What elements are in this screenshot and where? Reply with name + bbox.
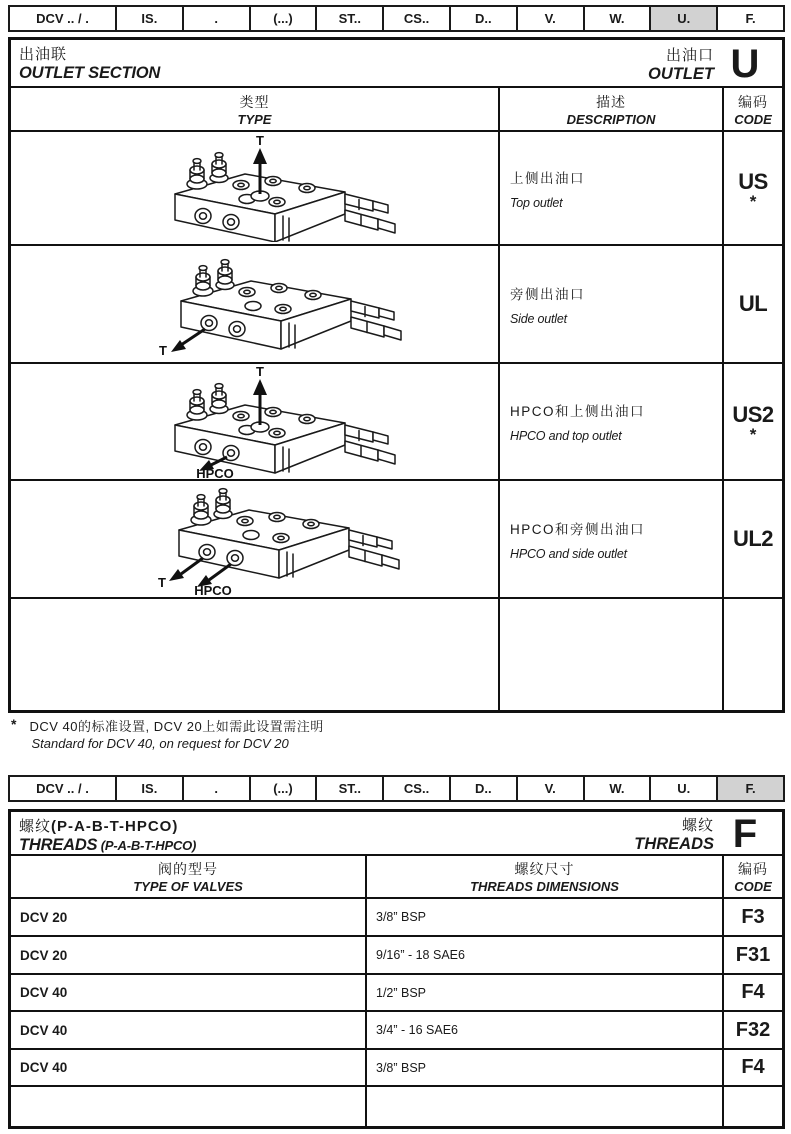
empty-code-cell <box>722 599 782 710</box>
description-en: HPCO and top outlet <box>510 429 622 443</box>
tab-u: U. <box>649 777 716 800</box>
column-header-description-en: DESCRIPTION <box>566 111 656 127</box>
tab-v: V. <box>516 7 583 30</box>
table-row-f4 <box>11 973 782 1010</box>
description-cell <box>498 364 722 479</box>
code-cell <box>722 481 782 597</box>
code-value: F4 <box>722 975 782 1010</box>
outlet-title-en: OUTLET SECTION <box>19 64 161 82</box>
column-header-thread-dimensions <box>365 856 722 897</box>
table-row-ul <box>11 244 782 362</box>
code-value: F3 <box>722 899 782 935</box>
hpco-arrow <box>194 564 232 596</box>
code-value: F31 <box>722 937 782 973</box>
threads-title-zh-ports: (P-A-B-T-HPCO) <box>51 818 179 835</box>
tab-dcv: DCV .. / . <box>36 781 89 796</box>
code-value: US2 <box>732 402 774 427</box>
thread-dimension: 3/4” - 16 SAE6 <box>365 1012 722 1048</box>
code-cell <box>722 132 782 244</box>
table-row-empty <box>11 1085 782 1126</box>
description-cell <box>498 246 722 362</box>
outlet-rows <box>11 132 782 710</box>
tab-st: ST.. <box>315 7 382 30</box>
description-en: HPCO and side outlet <box>510 546 627 561</box>
threads-column-headers <box>11 856 782 899</box>
footnote-zh: DCV 40的标准设置, DCV 20上如需此设置需注明 <box>29 719 324 734</box>
arrow-label-t: T <box>255 364 264 379</box>
tab-cs: CS.. <box>382 7 449 30</box>
column-header-description-zh: 描述 <box>596 93 626 110</box>
tab-paren: (...) <box>249 777 316 800</box>
outlet-code-letter: U <box>730 41 760 86</box>
footnote-en: Standard for DCV 40, on request for DCV 20 <box>31 736 289 751</box>
footnote <box>11 716 324 751</box>
tab-f: F. <box>716 7 783 30</box>
description-zh: 上侧出油口 <box>510 170 585 186</box>
valve-body-drawing <box>175 153 395 242</box>
column-header-code-en: CODE <box>734 111 772 127</box>
arrow-label-t: T <box>158 343 167 357</box>
tab-paren: (...) <box>249 7 316 30</box>
tab-v: V. <box>516 777 583 800</box>
column-header-valve-type <box>11 856 365 897</box>
valve-diagram-hpco-side-outlet <box>105 482 405 596</box>
threads-title-en-ports: (P-A-B-T-HPCO) <box>97 838 197 853</box>
section-tab-bar-outlet <box>8 5 785 32</box>
code-value: US <box>738 168 768 194</box>
valve-diagram-side-outlet <box>105 251 405 357</box>
outlet-corner-en: OUTLET <box>648 64 714 83</box>
outlet-title-zh: 出油联 <box>19 46 68 63</box>
outlet-column-headers <box>11 88 782 132</box>
tab-d: D.. <box>449 7 516 30</box>
valve-model: DCV 40 <box>20 1060 68 1075</box>
table-row-f32 <box>11 1010 782 1048</box>
threads-title-band <box>11 812 782 856</box>
tab-u-active: U. <box>649 7 716 30</box>
column-header-type <box>11 88 498 130</box>
thread-dimension: 3/8” BSP <box>365 899 722 935</box>
valve-diagram-top-outlet <box>105 134 405 242</box>
arrow-label-hpco: HPCO <box>195 465 234 479</box>
column-header-code <box>722 856 782 897</box>
code-asterisk: * <box>749 425 757 444</box>
threads-title-zh-text: 螺纹 <box>19 818 52 835</box>
column-header-type-en: TYPE <box>237 111 272 127</box>
column-header-code-en: CODE <box>734 879 772 894</box>
tab-d: D.. <box>449 777 516 800</box>
description-zh: 旁侧出油口 <box>510 286 585 302</box>
table-row-f4b <box>11 1048 782 1085</box>
description-en: Top outlet <box>510 195 563 210</box>
valve-model: DCV 20 <box>20 947 68 963</box>
table-row-us2 <box>11 362 782 479</box>
valve-model: DCV 20 <box>20 909 68 925</box>
section-tab-bar-threads <box>8 775 785 802</box>
arrow-label-t: T <box>255 134 264 148</box>
valve-diagram-cell <box>11 132 498 244</box>
code-value: UL <box>738 291 768 316</box>
description-en: Side outlet <box>510 311 567 326</box>
empty-valve-cell <box>11 1087 365 1126</box>
threads-title-zh <box>19 815 196 836</box>
thread-dimension: 1/2” BSP <box>365 975 722 1010</box>
column-header-code-zh: 编码 <box>738 861 768 877</box>
outlet-corner-zh: 出油口 <box>665 46 714 64</box>
valve-diagram-cell <box>11 481 498 597</box>
column-header-description <box>498 88 722 130</box>
outlet-section-table <box>8 37 785 713</box>
arrow-label-hpco: HPCO <box>193 583 232 596</box>
outlet-title-band <box>11 40 782 88</box>
table-row-empty <box>11 597 782 710</box>
tab-dot: . <box>182 777 249 800</box>
code-cell <box>722 246 782 362</box>
tab-is: IS. <box>115 777 182 800</box>
arrow-label-t: T <box>157 575 166 590</box>
tab-cs: CS.. <box>382 777 449 800</box>
tab-w: W. <box>583 7 650 30</box>
threads-corner-zh: 螺纹 <box>681 816 714 834</box>
threads-corner-en: THREADS <box>634 834 714 853</box>
table-row-f31 <box>11 935 782 973</box>
threads-rows <box>11 899 782 1126</box>
code-value: F32 <box>722 1012 782 1048</box>
column-header-type-zh: 类型 <box>239 93 270 110</box>
description-zh: HPCO和上侧出油口 <box>510 404 646 419</box>
table-row-f3 <box>11 899 782 935</box>
empty-description-cell <box>498 599 722 710</box>
valve-body-drawing <box>181 260 401 349</box>
tab-dcv: DCV .. / . <box>36 11 89 26</box>
column-header-code-zh: 编码 <box>738 93 768 110</box>
valve-model: DCV 40 <box>20 985 68 1000</box>
threads-table <box>8 809 785 1129</box>
column-header-valve-type-zh: 阀的型号 <box>158 861 218 877</box>
tab-dot: . <box>182 7 249 30</box>
valve-diagram-cell <box>11 246 498 362</box>
valve-body-drawing <box>175 383 395 472</box>
valve-model: DCV 40 <box>20 1022 68 1038</box>
description-cell <box>498 132 722 244</box>
code-cell <box>722 364 782 479</box>
column-header-thread-dimensions-zh: 螺纹尺寸 <box>514 861 575 877</box>
valve-diagram-cell <box>11 364 498 479</box>
column-header-code <box>722 88 782 130</box>
table-row-ul2 <box>11 479 782 597</box>
empty-type-cell <box>11 599 498 710</box>
description-zh: HPCO和旁侧出油口 <box>510 521 646 537</box>
empty-dimension-cell <box>365 1087 722 1126</box>
thread-dimension: 3/8” BSP <box>365 1050 722 1085</box>
valve-diagram-hpco-top-outlet <box>105 365 405 479</box>
footnote-asterisk: * <box>11 716 17 732</box>
valve-body-drawing <box>179 489 399 578</box>
code-value: F4 <box>722 1050 782 1085</box>
empty-code-cell <box>722 1087 782 1126</box>
threads-title-en <box>19 836 196 855</box>
tab-is: IS. <box>115 7 182 30</box>
code-value: UL2 <box>732 526 774 551</box>
threads-code-letter: F <box>732 811 758 856</box>
thread-dimension: 9/16” - 18 SAE6 <box>365 937 722 973</box>
table-row-us <box>11 132 782 244</box>
column-header-valve-type-en: TYPE OF VALVES <box>133 879 243 894</box>
description-cell <box>498 481 722 597</box>
side-outlet-arrow <box>159 329 205 357</box>
tab-st: ST.. <box>315 777 382 800</box>
column-header-thread-dimensions-en: THREADS DIMENSIONS <box>470 879 619 894</box>
code-asterisk: * <box>749 191 757 211</box>
tab-f-active: F. <box>716 777 783 800</box>
threads-title-en-text: THREADS <box>19 836 98 854</box>
tab-w: W. <box>583 777 650 800</box>
